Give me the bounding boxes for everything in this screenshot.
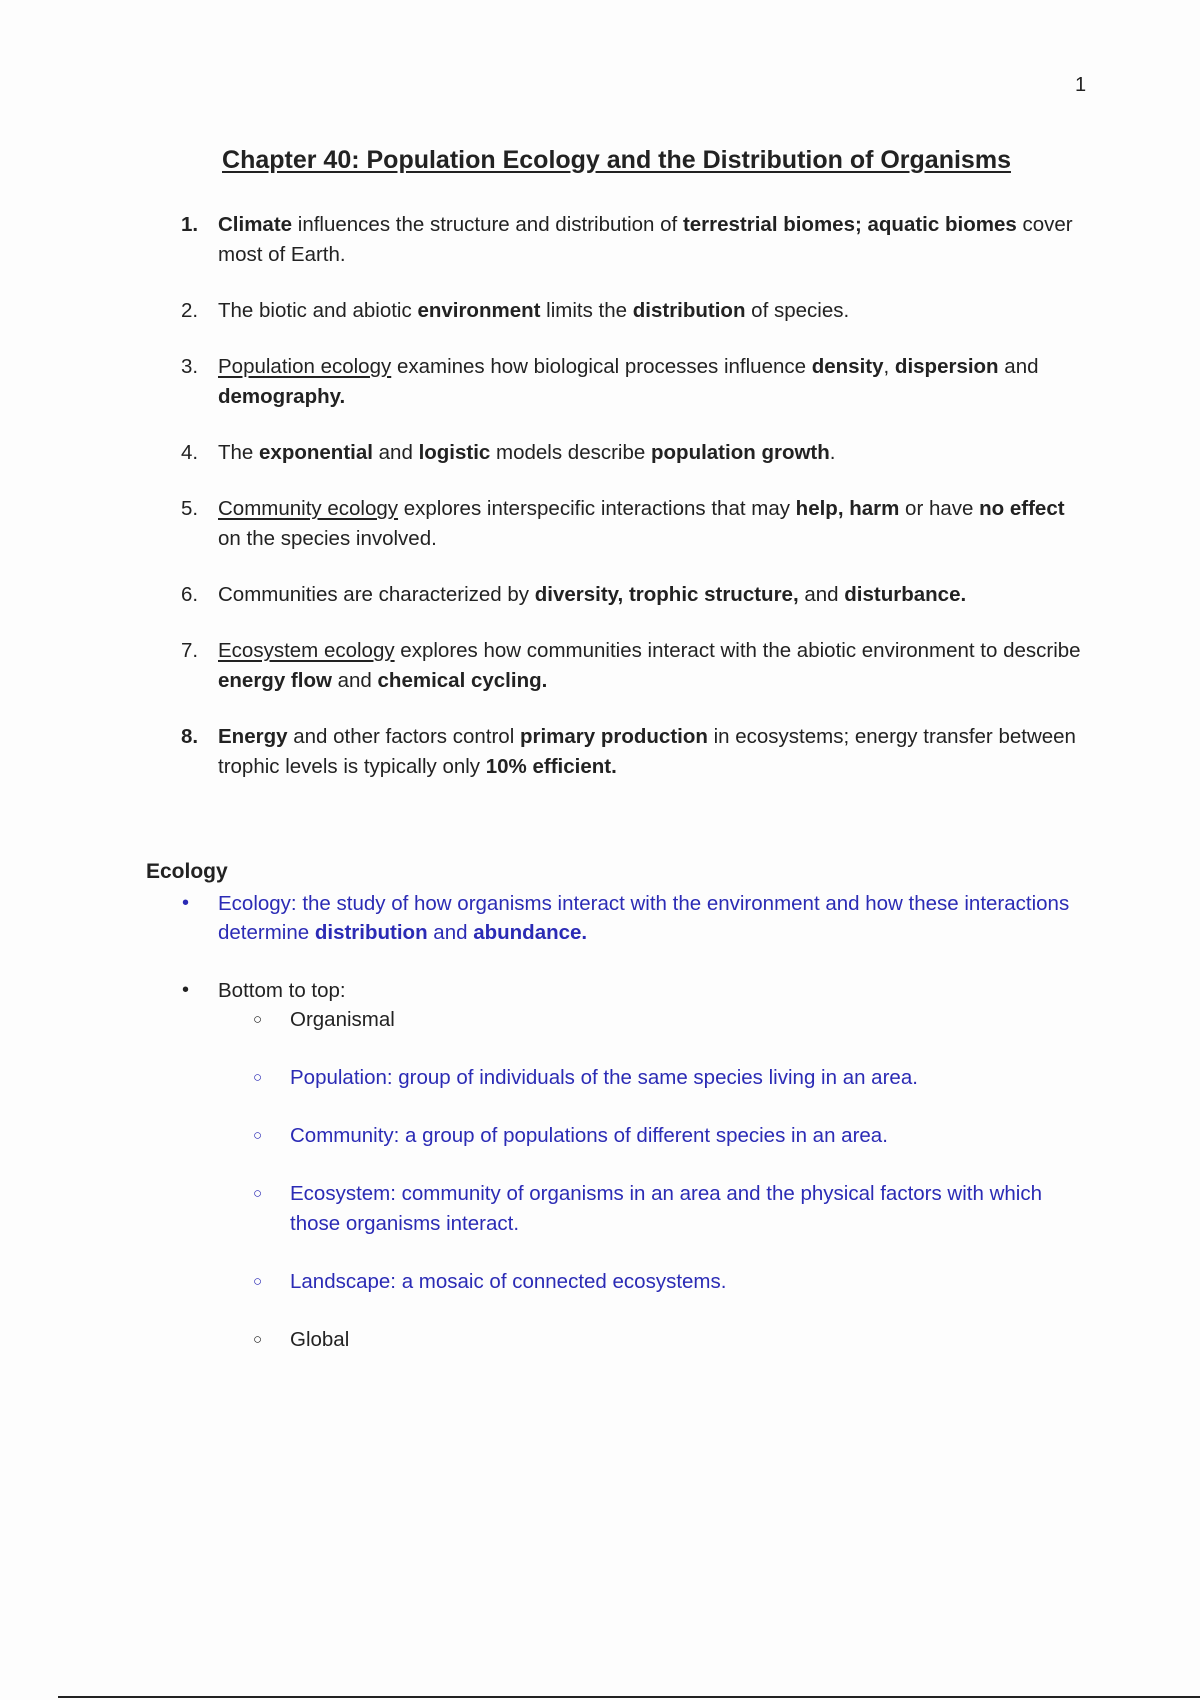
list-number: 4. [181,441,199,464]
bullet-dot-icon: • [182,892,190,914]
hollow-circle-bullet-icon: ○ [253,1069,263,1086]
numbered-list-item [0,722,1200,782]
text-segment: limits the [540,299,633,322]
footer-rule [58,1696,1200,1698]
intro-numbered-list [0,210,1200,808]
section-heading-ecology: Ecology [146,860,228,883]
text-segment: no effect [979,497,1065,520]
text-segment: distribution [314,921,428,944]
text-segment: Communities are characterized by [218,583,535,606]
numbered-list-item [0,296,1200,326]
text-segment: The [218,441,260,464]
text-segment: chemical cycling. [377,669,548,692]
text-segment: models describe [490,441,651,464]
sub-bullet-text: Ecosystem: community of organisms in an area and the physical factors with which those organisms interact. [290,1182,1042,1235]
text-segment: in ecosystems; energy transfer between trophic levels is typically only [218,725,1076,778]
list-item-text [218,299,849,322]
text-segment: and [798,583,845,606]
sub-bullet-item [218,1121,1090,1151]
numbered-list-item [0,438,1200,468]
list-number: 5. [181,497,199,520]
text-segment: terrestrial biomes; aquatic biomes [682,213,1017,236]
text-segment: and [998,355,1039,378]
text-segment: 10% efficient. [485,755,617,778]
text-segment: distribution [632,299,746,322]
hollow-circle-bullet-icon: ○ [253,1331,263,1348]
text-segment: Ecology: the study of how organisms interact with the environment and how these interactions determine [218,892,1070,944]
sub-bullet-text: Global [290,1328,350,1351]
list-item-text [218,583,966,606]
text-segment: density [811,355,884,378]
text-segment: help, harm [795,497,900,520]
text-segment: explores how communities interact with the abiotic environment to describe [394,639,1081,662]
text-segment: Energy [218,725,288,748]
text-segment: , [883,355,895,378]
numbered-list-item [0,494,1200,554]
text-segment: cover most of Earth. [218,213,1073,266]
sub-bullet-item [218,1179,1090,1239]
sub-bullet-item [218,1005,1090,1035]
text-segment: Bottom to top: [218,979,346,1002]
text-segment: or have [899,497,980,520]
document-title: Chapter 40: Population Ecology and the Distribution of Organisms [222,146,1011,174]
text-segment: The biotic and abiotic [218,299,418,322]
text-segment: influences the structure and distribution of [292,213,683,236]
page-number: 1 [1075,74,1087,96]
text-segment: logistic [418,441,491,464]
numbered-list-item [0,580,1200,610]
hollow-circle-bullet-icon: ○ [253,1011,263,1028]
text-segment: dispersion [894,355,999,378]
sub-bullet-text: Community: a group of populations of different species in an area. [290,1124,888,1147]
text-segment: Climate [218,213,293,236]
numbered-list-item [0,352,1200,412]
sub-bullet-item [218,1267,1090,1297]
text-segment: examines how biological processes influence [391,355,812,378]
bullet-item-text [218,976,1090,1005]
text-segment: disturbance. [844,583,967,606]
hollow-circle-bullet-icon: ○ [253,1185,263,1202]
bullet-item [0,889,1200,947]
text-segment: energy flow [218,669,332,692]
hollow-circle-bullet-icon: ○ [253,1127,263,1144]
sub-bullet-list [218,1005,1090,1355]
text-segment: . [829,441,836,464]
text-segment: on the species involved. [218,527,437,550]
list-item-text [218,497,1065,550]
hollow-circle-bullet-icon: ○ [253,1273,263,1290]
list-number: 8. [181,725,199,748]
list-item-text [218,355,1039,408]
bullet-dot-icon: • [182,979,190,1001]
text-segment: and [427,921,474,944]
list-item-text [218,725,1076,778]
text-segment: of species. [745,299,850,322]
list-number: 3. [181,355,199,378]
text-segment: and [372,441,419,464]
sub-bullet-text: Landscape: a mosaic of connected ecosystems. [290,1270,727,1293]
sub-bullet-item [218,1325,1090,1355]
sub-bullet-text: Population: group of individuals of the same species living in an area. [290,1066,918,1089]
text-segment: demography. [218,385,346,408]
text-segment: exponential [259,441,373,464]
numbered-list-item [0,210,1200,270]
list-number: 1. [181,213,199,236]
text-segment: population growth [651,441,830,464]
text-segment: Population ecology [218,355,392,378]
text-segment: primary production [519,725,708,748]
text-segment: diversity, trophic structure, [534,583,799,606]
list-item-text [218,213,1073,266]
bullet-item-text [218,889,1090,947]
text-segment: Ecosystem ecology [218,639,395,662]
text-segment: and other factors control [287,725,520,748]
text-segment: explores interspecific interactions that may [398,497,796,520]
text-segment: abundance. [473,921,588,944]
list-number: 6. [181,583,199,606]
text-segment: Community ecology [218,497,399,520]
bullet-item [0,976,1200,1355]
list-number: 2. [181,299,199,322]
sub-bullet-text: Organismal [290,1008,395,1031]
list-item-text [218,441,835,464]
sub-bullet-item [218,1063,1090,1093]
numbered-list-item [0,636,1200,696]
list-item-text [218,639,1081,692]
list-number: 7. [181,639,199,662]
text-segment: environment [417,299,541,322]
text-segment: and [331,669,378,692]
ecology-bullet-list [0,889,1200,1384]
